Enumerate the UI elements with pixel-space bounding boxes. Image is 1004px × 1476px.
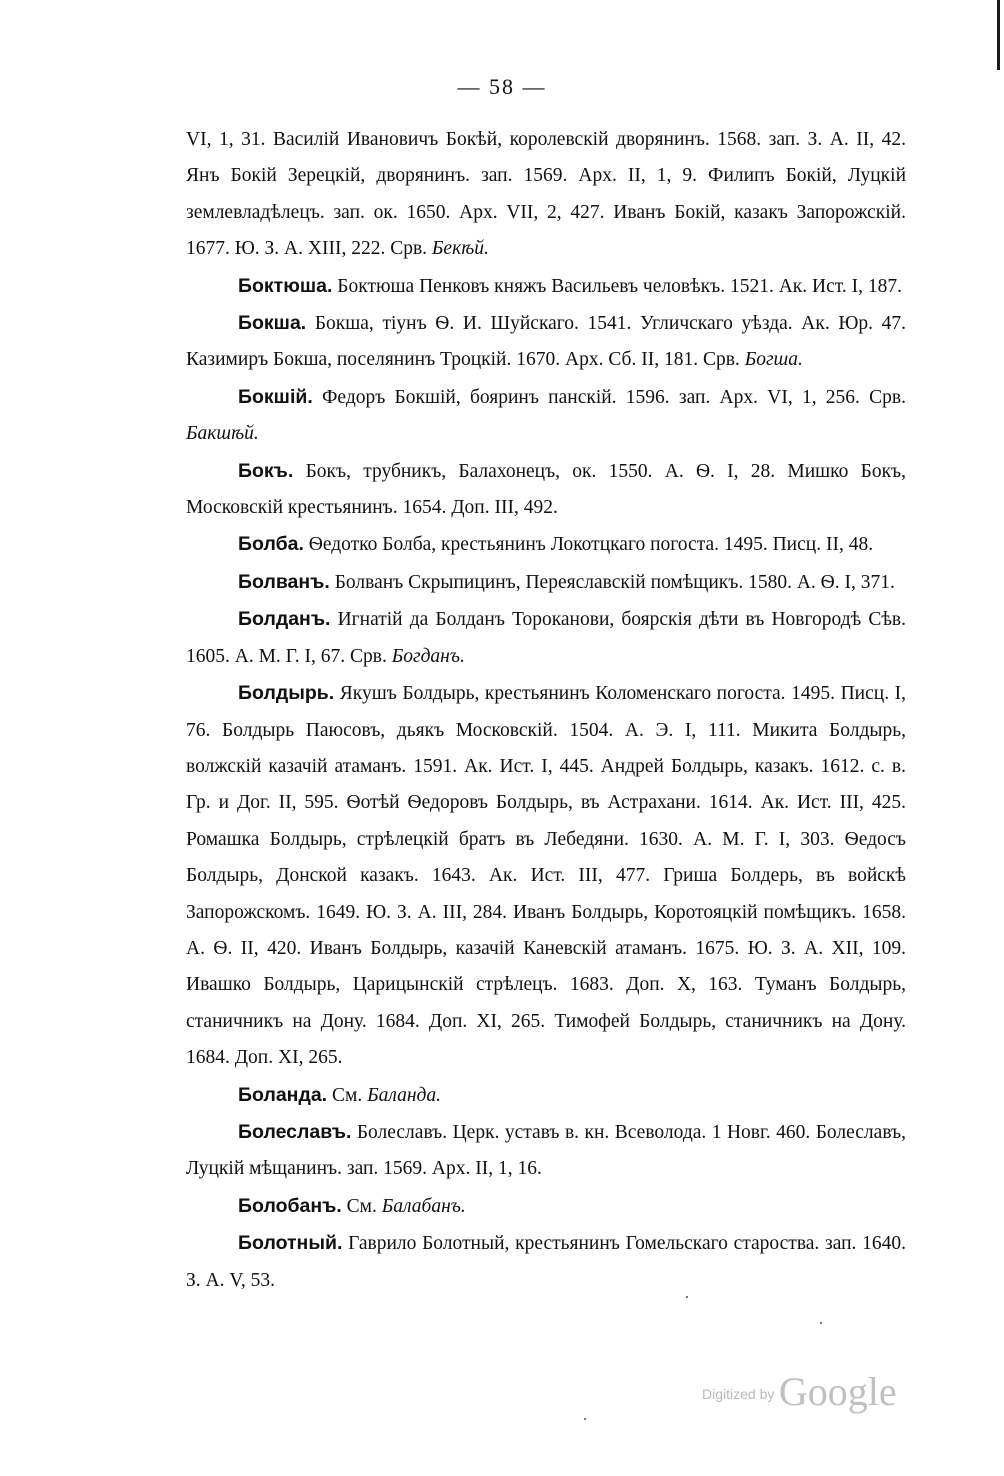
entry-headword: Боктюша. — [238, 274, 333, 297]
entry-text: Якушъ Болдырь, крестьянинъ Коломенскаго погоста. 1495. Писц. I, 76. Болдырь Паюсовъ, дьякъ Московскiй. 1504. А. Э. I, 111. Микита Болдырь, волжскiй казачiй атаманъ. 1591. Ак. Ист. I, 445. Андрей Болдырь, казакъ. 1612. с. в. Гр. и Дог. II, 595. Ѳотѣй Ѳедоровъ Болдырь, въ Астрахани. 1614. Ак. Ист. III, 425. Ромашка Болдырь, стрѣлецкiй братъ въ Лебедяни. 1630. А. М. Г. I, 303. Ѳедосъ Болдырь, Донской казакъ. 1643. Ак. Ист. III, 477. Гриша Болдерь, въ войскѣ Запорожскомъ. 1649. Ю. З. А. III, 284. Иванъ Болдырь, Коротояцкiй помѣщикъ. 1658. А. Ѳ. II, 420. Иванъ Болдырь, казачiй Каневскiй атаманъ. 1675. Ю. З. А. XII, 109. Ивашко Болдырь, Царицынскiй стрѣлецъ. 1683. Доп. X, 163. Туманъ Болдырь, станичникъ на Дону. 1684. Доп. XI, 265. Тимофей Болдырь, станичникъ на Дону. 1684. Доп. XI, 265. — [186, 683, 907, 1069]
dictionary-entry — [186, 675, 906, 1076]
entry-headword: Болба. — [238, 533, 304, 556]
entry-headword: Болданъ. — [238, 608, 331, 631]
dictionary-entry — [186, 453, 906, 527]
entry-text: См. — [331, 1084, 363, 1106]
entry-headword: Бокъ. — [238, 459, 294, 482]
entry-text: Бокша, тiунъ Ѳ. И. Шуйскаго. 1541. Угличскаго уѣзда. Ак. Юр. 47. Казимиръ Бокша, поселянинъ Троцкiй. 1670. Арх. Сб. II, 181. Срв. — [186, 313, 907, 371]
entry-headword: Болеславъ. — [238, 1120, 352, 1143]
dictionary-entry — [186, 379, 906, 453]
entry-headword: Болотный. — [238, 1232, 343, 1255]
entry-text: Федоръ Бокшiй, бояринъ панскiй. 1596. зап. Арх. VI, 1, 256. Срв. — [322, 386, 907, 408]
entry-headword: Бокша. — [238, 312, 307, 335]
dictionary-entry — [186, 564, 906, 601]
entry-text: Ѳедотко Болба, крестьянинъ Локотцкаго погоста. 1495. Писц. II, 48. — [308, 534, 874, 556]
dictionary-entry — [186, 526, 906, 563]
dictionary-entry — [186, 268, 906, 305]
cross-reference: Балабанъ. — [381, 1195, 466, 1217]
entry-text: Болванъ Скрыпицинъ, Переяславскiй помѣщикъ. 1580. А. Ѳ. I, 371. — [334, 571, 895, 593]
entry-text: Гаврило Болотный, крестьянинъ Гомельскаго староства. зап. 1640. З. А. V, 53. — [186, 1233, 906, 1291]
entry-headword: Болобанъ. — [238, 1194, 342, 1217]
entry-text: Боктюша Пенковъ княжъ Васильевъ человѣкъ. 1521. Ак. Ист. I, 187. — [337, 275, 902, 297]
entry-headword: Бокшiй. — [238, 385, 313, 408]
dictionary-text-block — [186, 122, 906, 1299]
dictionary-entry — [186, 305, 906, 379]
page-number: — 58 — — [457, 74, 547, 99]
cross-reference: Бакшѣй. — [186, 423, 259, 445]
dictionary-entry — [186, 601, 906, 675]
dictionary-entry — [186, 1077, 906, 1114]
cross-reference: Богданъ. — [391, 645, 465, 667]
entry-text: Бокъ, трубникъ, Балахонецъ, ок. 1550. А. Ѳ. I, 28. Мишко Бокъ, Московскiй крестьянинъ. 1654. Доп. III, 492. — [186, 460, 907, 519]
dictionary-entry — [186, 1225, 906, 1299]
cross-reference: Бекѣй. — [431, 238, 489, 260]
watermark-prefix: Digitized by — [702, 1386, 775, 1402]
google-watermark — [702, 1368, 897, 1415]
print-speck — [686, 1296, 688, 1298]
print-speck — [820, 1322, 822, 1324]
entry-headword: Боланда. — [238, 1083, 328, 1106]
cross-reference: Богша. — [744, 349, 803, 371]
entry-headword: Болдырь. — [238, 682, 335, 705]
entry-text: Болеславъ. Церк. уставъ в. кн. Всеволода. 1 Новг. 460. Болеславъ, Луцкiй мѣщанинъ. зап. 1569. Арх. II, 1, 16. — [186, 1121, 906, 1180]
entry-text: Игнатiй да Болданъ Тороканови, боярскiя дѣти въ Новгородѣ Сѣв. 1605. А. М. Г. I, 67. Срв. — [186, 609, 906, 667]
entry-text: VI, 1, 31. Василiй Ивановичъ Бокѣй, королевскiй дворянинъ. 1568. зап. З. А. II, 42. Янъ Бокiй Зерецкiй, дворянинъ. зап. 1569. Арх. II, 1, 9. Филипъ Бокiй, Луцкiй землевладѣлецъ. зап. ок. 1650. Арх. VII, 2, 427. Иванъ Бокiй, казакъ Запорожскiй. 1677. Ю. З. А. XIII, 222. Срв. — [186, 129, 906, 260]
entry-continuation — [186, 122, 906, 268]
page-edge-line — [997, 0, 1000, 70]
entry-headword: Болванъ. — [238, 570, 330, 593]
google-logo: Google — [778, 1369, 897, 1414]
dictionary-entry — [186, 1188, 906, 1225]
print-speck — [584, 1418, 586, 1420]
cross-reference: Баланда. — [367, 1084, 441, 1106]
dictionary-entry — [186, 1114, 906, 1188]
entry-text: См. — [346, 1195, 377, 1217]
